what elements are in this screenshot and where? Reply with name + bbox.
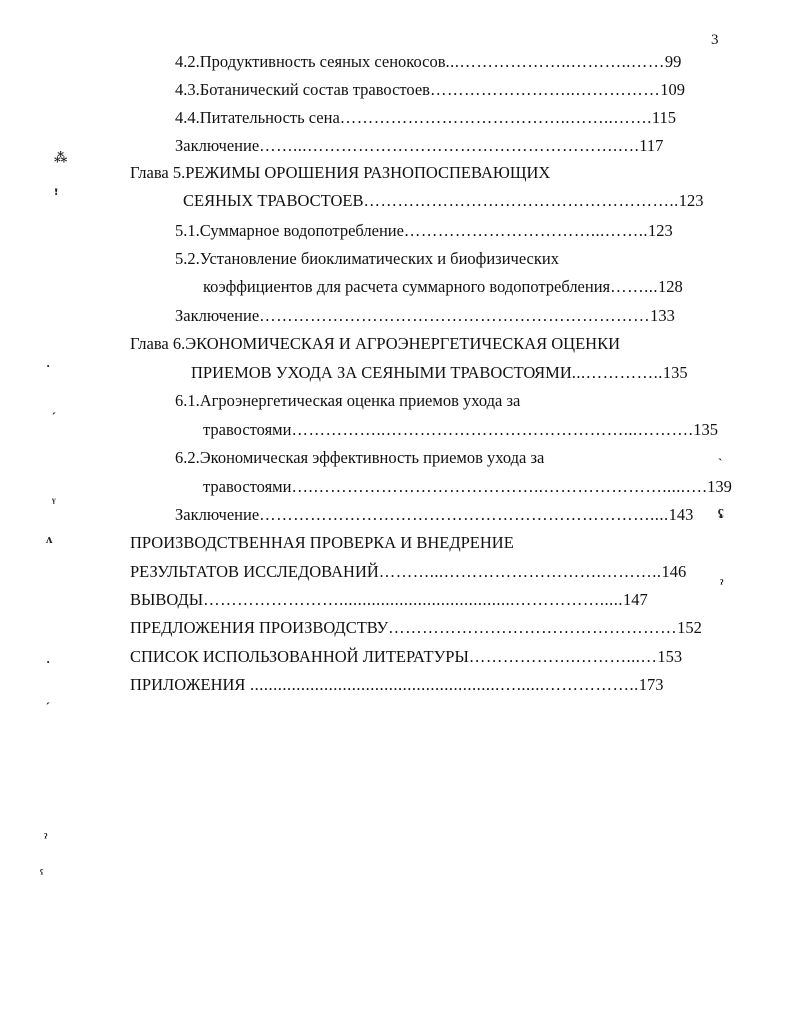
toc-leader-dots: ……………….………...… [468,647,658,666]
toc-entry-text: Заключение [175,306,260,325]
scan-speck: ˎ [718,446,723,461]
toc-leader-dots: …………………………………..……..……. [339,108,652,127]
toc-leader-dots: …………………………………………………………… [259,306,651,325]
toc-section-appendices [130,675,664,695]
toc-entry-5-2 [175,249,559,269]
toc-page-number: 139 [707,477,732,496]
toc-page-number: 135 [693,420,718,439]
scan-speck: ˏ [46,690,51,705]
toc-leader-dots: ……………………………………………….. [363,191,679,210]
toc-leader-dots: …………………………………………………………….... [259,505,669,524]
toc-leader-dots: ……………………......................................……………..... [203,590,624,609]
scan-speck: ⁂ [54,150,68,165]
toc-page-number: 128 [658,277,683,296]
toc-chapter-6-title-cont [191,363,688,383]
toc-entry-text: 4.3.Ботанический состав травостоев [175,80,430,99]
toc-entry-text: 6.2.Экономическая эффективность приемов ухода за [175,448,545,467]
scan-speck: · [46,654,51,669]
toc-page-number: 147 [623,590,648,609]
toc-entry-text: 5.2.Установление биоклиматических и биофизических [175,249,559,268]
scan-speck: ꜝ [54,188,59,203]
toc-entry-text: Заключение [175,505,260,524]
toc-section-proposals [130,618,702,638]
toc-entry-6-1-cont [203,420,718,440]
toc-page-number: 173 [638,675,664,694]
toc-page-number: 153 [657,647,683,666]
toc-leader-dots: ……………………………...…….. [403,221,649,240]
toc-chapter-5-title-cont [183,191,704,211]
toc-entry-text: СЕЯНЫХ ТРАВОСТОЕВ [183,191,364,210]
toc-entry-4-4 [175,108,676,128]
scan-speck: ˀ [720,576,724,591]
toc-leader-dots: ......................................................…......…………….. [245,675,639,694]
toc-entry-text: ПРОИЗВОДСТВЕННАЯ ПРОВЕРКА И ВНЕДРЕНИЕ [130,533,514,552]
toc-page-number: 99 [664,52,682,71]
toc-leader-dots: ….…………………………………..………………….....…. [291,477,708,496]
toc-leader-dots: ………...……………………….……….. [378,562,662,581]
toc-entry-5-2-cont [203,277,683,297]
toc-chapter-6-title [130,334,620,354]
toc-page-number: 146 [661,562,687,581]
toc-page-number: 123 [678,191,704,210]
toc-entry-conclusion-4 [175,136,663,156]
toc-leader-dots: ……...……………………………………………….…. [259,136,640,155]
toc-page-number: 135 [662,363,688,382]
toc-entry-4-2 [175,52,681,72]
toc-page-number: 109 [660,80,685,99]
scan-speck: · [46,358,51,373]
toc-entry-text: Заключение [175,136,260,155]
toc-entry-text: травостоями [203,477,292,496]
toc-entry-text: 5.1.Суммарное водопотребление [175,221,404,240]
toc-section-production-check-cont [130,562,686,582]
toc-entry-conclusion-5 [175,306,675,326]
toc-section-production-check [130,533,514,553]
toc-entry-text: ПРЕДЛОЖЕНИЯ ПРОИЗВОДСТВУ [130,618,389,637]
toc-section-conclusions [130,590,648,610]
toc-entry-4-3 [175,80,685,100]
scan-speck: ˏ [52,400,57,415]
scan-speck: ʢ [718,506,724,521]
toc-leader-dots: ...………….. [571,363,663,382]
toc-entry-6-2-cont [203,477,732,497]
toc-entry-text: 6.1.Агроэнергетическая оценка приемов ухода за [175,391,521,410]
toc-entry-text: РЕЗУЛЬТАТОВ ИССЛЕДОВАНИЙ [130,562,379,581]
toc-leader-dots: ……………………..…………… [429,80,661,99]
toc-entry-6-2 [175,448,544,468]
toc-leader-dots: …………………………………………… [388,618,678,637]
toc-entry-text: Глава 5.РЕЖИМЫ ОРОШЕНИЯ РАЗНОПОСПЕВАЮЩИХ [130,163,551,182]
toc-page-number: 152 [677,618,702,637]
scan-speck: ˁ [40,866,44,881]
toc-entry-text: ПРИЕМОВ УХОДА ЗА СЕЯНЫМИ ТРАВОСТОЯМИ [191,363,572,382]
toc-page-number: 117 [639,136,664,155]
toc-page-number: 115 [651,108,677,127]
toc-entry-text: травостоями [203,420,292,439]
toc-section-references [130,647,682,667]
toc-entry-text: Глава 6.ЭКОНОМИЧЕСКАЯ И АГРОЭНЕРГЕТИЧЕСКАЯ ОЦЕНКИ [130,334,621,353]
scan-speck: ˀ [44,830,48,845]
toc-entry-text: 4.2.Продуктивность сеяных сенокосов [175,52,446,71]
toc-leader-dots: ……... [610,277,659,296]
toc-leader-dots: ...………………..………..…… [445,52,665,71]
toc-entry-text: ВЫВОДЫ [130,590,204,609]
toc-chapter-5-title [130,163,550,183]
toc-entry-6-1 [175,391,520,411]
toc-leader-dots: ……………..……………………………………...………. [291,420,694,439]
toc-page-number: 123 [648,221,673,240]
toc-entry-5-1 [175,221,673,241]
page-number: 3 [711,32,719,48]
toc-entry-text: коэффициентов для расчета суммарного водопотребления [203,277,611,296]
toc-page-number: 143 [668,505,694,524]
toc-entry-text: ПРИЛОЖЕНИЯ [130,675,246,694]
scan-speck: ᵞ [52,494,56,509]
toc-entry-text: СПИСОК ИСПОЛЬЗОВАННОЙ ЛИТЕРАТУРЫ [130,647,469,666]
toc-entry-text: 4.4.Питательность сена [175,108,340,127]
toc-entry-conclusion-6 [175,505,693,525]
toc-page-number: 133 [650,306,675,325]
scan-speck: ʌ [46,531,53,546]
